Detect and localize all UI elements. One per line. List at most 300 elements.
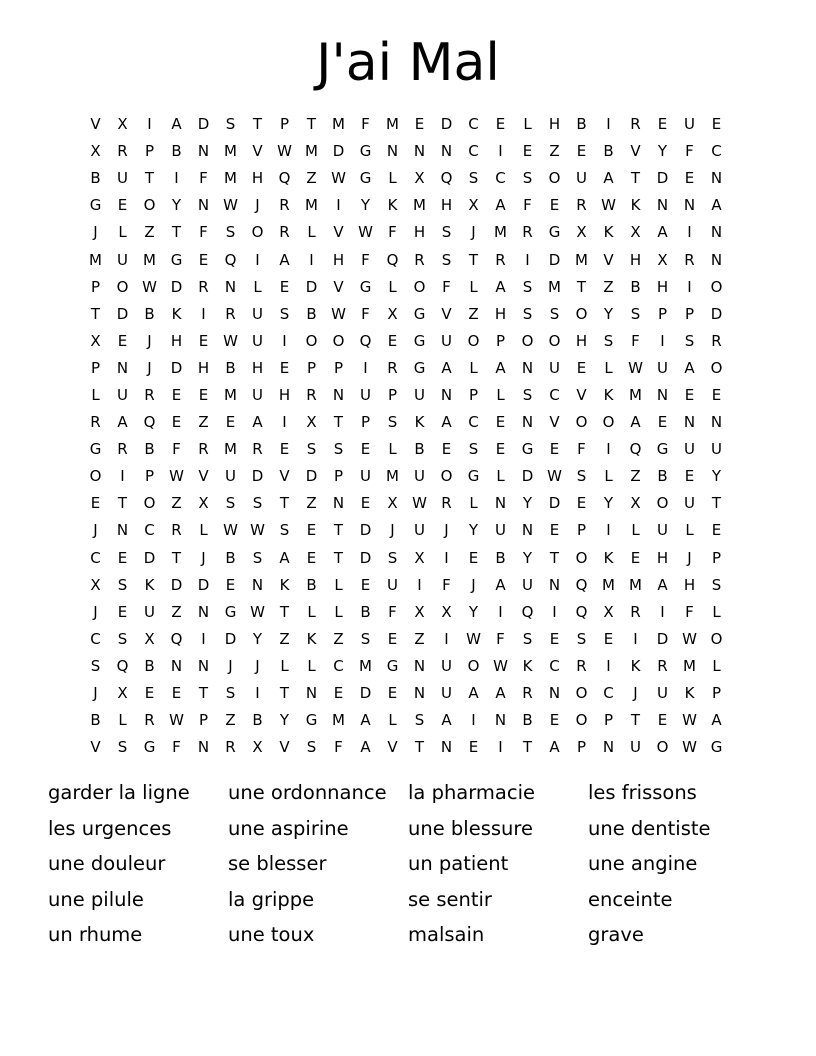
grid-letter: K: [603, 385, 614, 404]
grid-letter: Y: [711, 467, 722, 486]
grid-letter: P: [360, 413, 371, 432]
grid-letter: S: [252, 494, 263, 513]
grid-letter: L: [523, 115, 532, 134]
grid-letter: X: [90, 142, 101, 161]
grid-letter: R: [306, 385, 317, 404]
grid-letter: V: [198, 467, 209, 486]
grid-letter: O: [575, 684, 588, 703]
grid-letter: N: [683, 196, 696, 215]
grid-letter: M: [305, 196, 318, 215]
grid-letter: N: [494, 494, 507, 513]
grid-letter: E: [711, 385, 722, 404]
grid-letter: L: [199, 521, 208, 540]
grid-letter: S: [549, 304, 560, 323]
grid-letter: Z: [603, 277, 614, 296]
grid-letter: A: [117, 413, 128, 432]
grid-letter: U: [414, 385, 425, 404]
grid-letter: Q: [575, 602, 588, 621]
grid-letter: Q: [386, 250, 399, 269]
grid-letter: G: [143, 738, 156, 757]
grid-letter: M: [629, 575, 642, 594]
grid-letter: N: [413, 684, 426, 703]
grid-letter: Z: [549, 142, 560, 161]
grid-letter: Y: [279, 711, 290, 730]
grid-letter: X: [306, 413, 317, 432]
grid-letter: N: [710, 223, 723, 242]
grid-letter: K: [603, 548, 614, 567]
grid-letter: F: [361, 250, 370, 269]
grid-letter: K: [306, 629, 317, 648]
grid-letter: B: [90, 711, 101, 730]
grid-letter: S: [576, 629, 587, 648]
grid-letter: S: [603, 331, 614, 350]
word-list-item: une angine: [588, 852, 698, 876]
grid-row: [82, 165, 730, 192]
grid-letter: M: [602, 575, 615, 594]
grid-letter: P: [387, 385, 398, 404]
grid-row: [82, 572, 730, 599]
grid-letter: M: [332, 115, 345, 134]
grid-letter: N: [197, 602, 210, 621]
grid-letter: T: [549, 548, 560, 567]
grid-letter: M: [575, 250, 588, 269]
grid-letter: S: [522, 277, 533, 296]
grid-letter: Q: [629, 440, 642, 459]
grid-letter: G: [305, 711, 318, 730]
grid-letter: F: [577, 440, 586, 459]
grid-letter: F: [361, 115, 370, 134]
grid-letter: H: [494, 304, 507, 323]
grid-letter: S: [630, 304, 641, 323]
grid-letter: Z: [414, 629, 425, 648]
grid-letter: G: [413, 304, 426, 323]
grid-letter: R: [171, 521, 182, 540]
grid-letter: L: [469, 494, 478, 513]
grid-letter: Y: [468, 602, 479, 621]
grid-letter: N: [440, 738, 453, 757]
grid-letter: R: [711, 331, 722, 350]
grid-letter: M: [224, 440, 237, 459]
grid-letter: E: [306, 521, 317, 540]
grid-letter: R: [279, 223, 290, 242]
grid-letter: A: [630, 413, 641, 432]
grid-letter: J: [93, 602, 98, 621]
grid-letter: M: [548, 277, 561, 296]
grid-letter: S: [117, 575, 128, 594]
grid-letter: E: [117, 331, 128, 350]
grid-letter: X: [657, 250, 668, 269]
grid-letter: W: [169, 711, 184, 730]
grid-letter: J: [687, 548, 692, 567]
grid-letter: F: [685, 142, 694, 161]
grid-letter: L: [496, 467, 505, 486]
grid-letter: S: [522, 169, 533, 188]
grid-letter: U: [117, 169, 128, 188]
grid-letter: S: [306, 738, 317, 757]
grid-letter: X: [441, 602, 452, 621]
grid-letter: Y: [603, 494, 614, 513]
grid-letter: N: [656, 196, 669, 215]
grid-letter: B: [252, 711, 263, 730]
grid-letter: R: [144, 711, 155, 730]
word-list-item: se blesser: [228, 852, 327, 876]
grid-letter: M: [224, 385, 237, 404]
grid-letter: B: [144, 440, 155, 459]
grid-letter: E: [468, 738, 479, 757]
grid-letter: E: [360, 440, 371, 459]
grid-letter: G: [89, 196, 102, 215]
grid-letter: J: [228, 656, 233, 675]
grid-letter: W: [682, 738, 697, 757]
grid-letter: U: [684, 494, 695, 513]
grid-letter: V: [333, 223, 344, 242]
grid-letter: R: [252, 440, 263, 459]
grid-letter: T: [171, 223, 182, 242]
grid-letter: E: [90, 494, 101, 513]
grid-letter: O: [602, 413, 615, 432]
grid-letter: F: [523, 196, 532, 215]
grid-letter: J: [201, 548, 206, 567]
grid-letter: I: [255, 250, 260, 269]
word-list-item: une aspirine: [228, 816, 349, 840]
grid-letter: I: [498, 602, 503, 621]
grid-letter: I: [606, 440, 611, 459]
grid-letter: O: [467, 656, 480, 675]
grid-letter: U: [441, 684, 452, 703]
grid-letter: N: [197, 656, 210, 675]
grid-letter: I: [660, 331, 665, 350]
grid-letter: R: [225, 738, 236, 757]
grid-letter: A: [711, 196, 722, 215]
grid-letter: H: [440, 196, 453, 215]
grid-letter: K: [387, 196, 398, 215]
grid-letter: C: [90, 629, 101, 648]
grid-letter: Q: [170, 629, 183, 648]
grid-letter: G: [224, 602, 237, 621]
grid-letter: D: [170, 277, 183, 296]
word-list-item: la pharmacie: [408, 781, 536, 804]
grid-letter: U: [657, 358, 668, 377]
grid-letter: S: [387, 548, 398, 567]
grid-letter: O: [710, 358, 723, 377]
grid-letter: E: [333, 684, 344, 703]
grid-letter: O: [413, 277, 426, 296]
word-list-item: grave: [588, 923, 644, 947]
grid-letter: B: [657, 467, 668, 486]
grid-letter: I: [282, 331, 287, 350]
grid-letter: V: [90, 738, 101, 757]
grid-letter: O: [656, 738, 669, 757]
grid-letter: N: [548, 684, 561, 703]
grid-letter: Y: [468, 521, 479, 540]
grid-letter: U: [144, 602, 155, 621]
grid-letter: Q: [575, 575, 588, 594]
grid-letter: N: [440, 385, 453, 404]
grid-letter: O: [440, 467, 453, 486]
grid-letter: N: [683, 413, 696, 432]
grid-letter: K: [144, 575, 155, 594]
grid-letter: T: [252, 115, 263, 134]
grid-letter: E: [576, 358, 587, 377]
grid-letter: S: [468, 169, 479, 188]
grid-letter: Y: [657, 142, 668, 161]
grid-letter: V: [549, 413, 560, 432]
grid-letter: S: [441, 250, 452, 269]
grid-letter: F: [334, 738, 343, 757]
grid-letter: I: [633, 629, 638, 648]
grid-letter: J: [633, 684, 638, 703]
grid-letter: U: [549, 358, 560, 377]
grid-letter: M: [494, 223, 507, 242]
grid-row: [82, 490, 730, 517]
grid-letter: M: [683, 656, 696, 675]
grid-letter: W: [223, 521, 238, 540]
grid-letter: E: [117, 196, 128, 215]
grid-letter: G: [521, 440, 534, 459]
grid-letter: P: [603, 711, 614, 730]
grid-letter: Y: [522, 548, 533, 567]
grid-letter: U: [414, 467, 425, 486]
grid-letter: L: [91, 385, 100, 404]
grid-row: [82, 680, 730, 707]
word-list-item: garder la ligne: [48, 781, 190, 804]
grid-letter: S: [117, 629, 128, 648]
grid-letter: K: [414, 413, 425, 432]
grid-letter: J: [471, 223, 476, 242]
grid-letter: B: [495, 548, 506, 567]
grid-letter: I: [444, 629, 449, 648]
grid-letter: W: [493, 656, 508, 675]
grid-letter: A: [711, 711, 722, 730]
grid-letter: D: [710, 304, 723, 323]
grid-letter: A: [495, 196, 506, 215]
grid-letter: L: [307, 223, 316, 242]
grid-letter: E: [657, 115, 668, 134]
grid-letter: F: [388, 602, 397, 621]
grid-letter: B: [306, 304, 317, 323]
grid-letter: S: [90, 656, 101, 675]
word-list: [48, 777, 768, 955]
grid-letter: N: [548, 575, 561, 594]
grid-letter: F: [172, 738, 181, 757]
grid-row: [82, 463, 730, 490]
grid-letter: E: [360, 575, 371, 594]
grid-letter: N: [386, 142, 399, 161]
grid-letter: R: [144, 385, 155, 404]
grid-letter: W: [223, 331, 238, 350]
grid-letter: T: [630, 169, 641, 188]
grid-letter: N: [116, 521, 129, 540]
grid-letter: V: [90, 115, 101, 134]
grid-letter: I: [174, 169, 179, 188]
grid-letter: V: [333, 277, 344, 296]
grid-letter: C: [468, 413, 479, 432]
grid-letter: R: [630, 115, 641, 134]
grid-letter: G: [413, 331, 426, 350]
grid-letter: P: [468, 385, 479, 404]
grid-letter: N: [440, 142, 453, 161]
grid-letter: D: [170, 358, 183, 377]
grid-letter: X: [117, 684, 128, 703]
grid-letter: B: [360, 602, 371, 621]
grid-letter: R: [117, 142, 128, 161]
grid-letter: R: [414, 250, 425, 269]
grid-letter: T: [333, 413, 344, 432]
grid-letter: G: [413, 358, 426, 377]
grid-letter: A: [279, 548, 290, 567]
grid-letter: E: [279, 358, 290, 377]
grid-letter: L: [388, 169, 397, 188]
grid-letter: N: [197, 196, 210, 215]
grid-letter: W: [628, 358, 643, 377]
grid-letter: N: [413, 142, 426, 161]
word-list-item: une blessure: [408, 816, 533, 840]
grid-letter: T: [144, 169, 155, 188]
grid-letter: V: [387, 738, 398, 757]
grid-letter: L: [118, 223, 127, 242]
grid-letter: Z: [198, 413, 209, 432]
grid-letter: N: [494, 711, 507, 730]
grid-letter: L: [253, 277, 262, 296]
grid-letter: R: [657, 656, 668, 675]
grid-letter: T: [576, 277, 587, 296]
grid-letter: U: [360, 385, 371, 404]
grid-letter: W: [223, 196, 238, 215]
grid-letter: Y: [522, 494, 533, 513]
grid-row: [82, 626, 730, 653]
grid-letter: O: [575, 711, 588, 730]
grid-letter: L: [307, 602, 316, 621]
grid-letter: E: [657, 413, 668, 432]
grid-letter: E: [117, 548, 128, 567]
grid-letter: T: [279, 602, 290, 621]
grid-letter: G: [170, 250, 183, 269]
word-list-item: les urgences: [48, 816, 172, 840]
grid-letter: I: [525, 250, 530, 269]
grid-letter: W: [142, 277, 157, 296]
grid-letter: O: [575, 413, 588, 432]
grid-letter: X: [387, 494, 398, 513]
grid-letter: P: [576, 521, 587, 540]
grid-letter: P: [684, 304, 695, 323]
grid-letter: K: [684, 684, 695, 703]
grid-letter: S: [225, 684, 236, 703]
grid-letter: A: [279, 250, 290, 269]
grid-letter: J: [93, 223, 98, 242]
grid-letter: C: [549, 656, 560, 675]
grid-letter: X: [630, 494, 641, 513]
grid-letter: B: [522, 711, 533, 730]
grid-row: [82, 409, 730, 436]
grid-letter: D: [332, 142, 345, 161]
grid-letter: O: [656, 494, 669, 513]
grid-letter: O: [575, 304, 588, 323]
grid-letter: B: [90, 169, 101, 188]
grid-letter: U: [252, 331, 263, 350]
grid-letter: U: [522, 575, 533, 594]
grid-letter: H: [170, 331, 183, 350]
grid-letter: E: [387, 684, 398, 703]
grid-letter: C: [603, 684, 614, 703]
grid-letter: F: [361, 304, 370, 323]
grid-letter: U: [684, 440, 695, 459]
grid-letter: Y: [360, 196, 371, 215]
grid-letter: O: [89, 467, 102, 486]
grid-letter: M: [305, 142, 318, 161]
grid-letter: M: [413, 196, 426, 215]
grid-letter: X: [576, 223, 587, 242]
grid-letter: T: [630, 711, 641, 730]
grid-letter: F: [685, 602, 694, 621]
grid-letter: L: [604, 467, 613, 486]
grid-letter: Z: [630, 467, 641, 486]
grid-letter: W: [250, 602, 265, 621]
grid-letter: T: [90, 304, 101, 323]
grid-letter: U: [495, 521, 506, 540]
grid-letter: P: [333, 358, 344, 377]
grid-letter: T: [711, 494, 722, 513]
grid-letter: X: [630, 223, 641, 242]
grid-row: [82, 517, 730, 544]
grid-letter: K: [171, 304, 182, 323]
grid-letter: D: [359, 548, 372, 567]
grid-letter: P: [711, 684, 722, 703]
grid-letter: R: [90, 413, 101, 432]
grid-letter: S: [414, 711, 425, 730]
grid-letter: H: [251, 169, 264, 188]
grid-letter: W: [331, 169, 346, 188]
grid-letter: S: [360, 629, 371, 648]
grid-letter: N: [656, 385, 669, 404]
grid-letter: E: [279, 277, 290, 296]
grid-letter: O: [251, 223, 264, 242]
grid-letter: P: [306, 358, 317, 377]
grid-letter: F: [388, 223, 397, 242]
grid-letter: F: [199, 169, 208, 188]
grid-letter: D: [251, 467, 264, 486]
word-list-item: malsain: [408, 923, 485, 947]
grid-letter: I: [660, 602, 665, 621]
grid-letter: N: [521, 358, 534, 377]
grid-letter: H: [656, 548, 669, 567]
grid-letter: M: [224, 142, 237, 161]
grid-row: [82, 301, 730, 328]
grid-letter: W: [169, 467, 184, 486]
grid-letter: P: [90, 277, 101, 296]
grid-letter: G: [656, 440, 669, 459]
grid-letter: S: [711, 575, 722, 594]
grid-letter: Z: [333, 629, 344, 648]
grid-letter: V: [279, 738, 290, 757]
grid-letter: C: [495, 169, 506, 188]
grid-letter: E: [468, 548, 479, 567]
grid-letter: U: [387, 575, 398, 594]
grid-letter: I: [687, 277, 692, 296]
grid-letter: Z: [171, 494, 182, 513]
grid-letter: Z: [306, 494, 317, 513]
grid-row: [82, 599, 730, 626]
grid-letter: E: [171, 684, 182, 703]
grid-letter: O: [710, 629, 723, 648]
grid-letter: E: [171, 413, 182, 432]
grid-letter: A: [684, 358, 695, 377]
grid-letter: Z: [171, 602, 182, 621]
grid-letter: A: [441, 711, 452, 730]
grid-letter: A: [441, 358, 452, 377]
grid-letter: V: [630, 142, 641, 161]
grid-letter: N: [521, 521, 534, 540]
grid-letter: N: [170, 656, 183, 675]
